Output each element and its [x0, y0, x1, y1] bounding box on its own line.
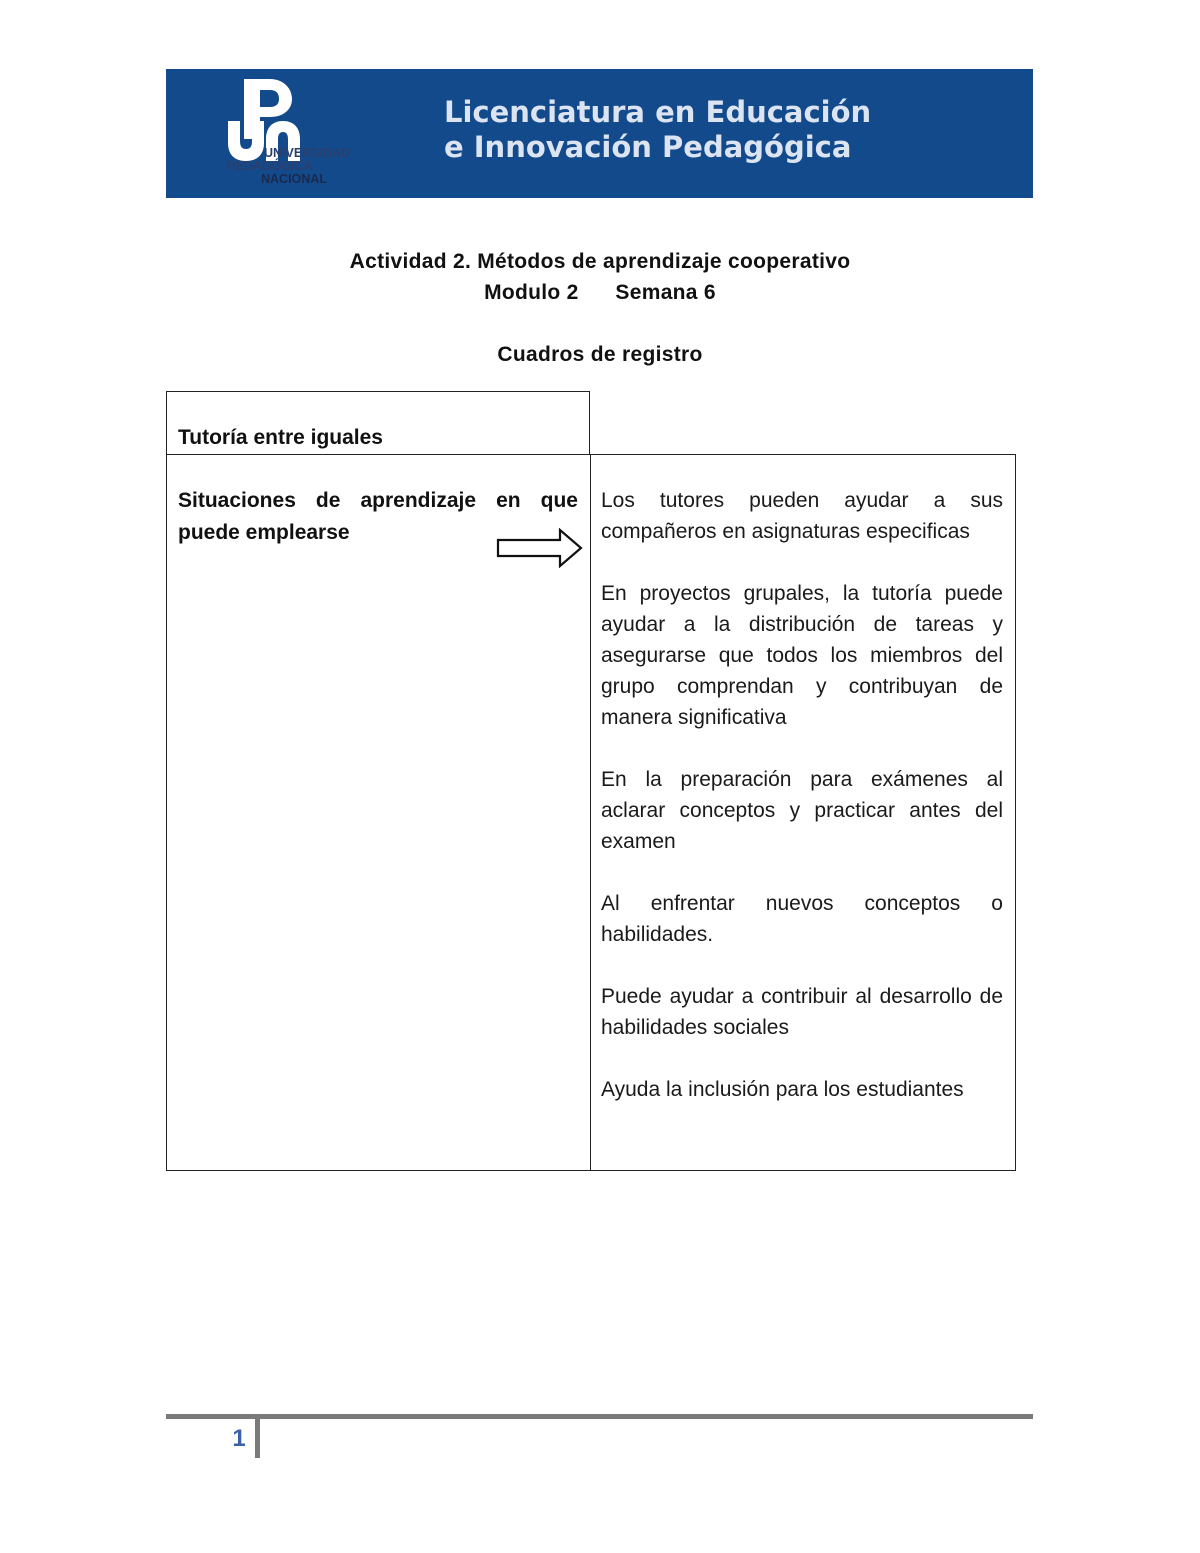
- header-banner: [166, 69, 1033, 198]
- column-divider: [590, 455, 591, 1170]
- section-title: Cuadros de registro: [497, 343, 703, 366]
- situation-item: En proyectos grupales, la tutoría puede ayudar a la distribución de tareas y asegurarse que todos los miembros del grupo comprendan y contribuyan de manera significativa: [601, 582, 1003, 729]
- situation-item: Puede ayudar a contribuir al desarrollo de habilidades sociales: [601, 985, 1003, 1039]
- logo-text-nacional: NACIONAL: [261, 172, 327, 186]
- situation-item: Al enfrentar nuevos conceptos o habilidades.: [601, 892, 1003, 946]
- program-title-line1: Licenciatura en Educación: [444, 95, 872, 129]
- footer-rule: [166, 1414, 1033, 1419]
- record-table: [166, 454, 1016, 1171]
- table-header-cell: [166, 391, 590, 455]
- situation-item: En la preparación para exámenes al aclarar conceptos y practicar antes del examen: [601, 768, 1003, 853]
- situation-item: Ayuda la inclusión para los estudiantes: [601, 1078, 964, 1101]
- right-arrow-icon: [496, 528, 584, 568]
- program-title-line2: e Innovación Pedagógica: [444, 130, 852, 164]
- activity-title: Actividad 2. Métodos de aprendizaje cooperativo: [349, 250, 851, 273]
- situations-list: [601, 485, 1003, 1105]
- module-week: Modulo 2 Semana 6: [484, 281, 716, 304]
- method-label: Tutoría entre iguales: [178, 426, 383, 449]
- logo-text-pedagogica: PEDAGÓGICA: [227, 159, 313, 173]
- logo-text-universidad: UNIVERSIDAD: [264, 146, 351, 160]
- footer-tick: [255, 1418, 260, 1458]
- program-title: [444, 95, 871, 165]
- situation-item: Los tutores pueden ayudar a sus compañeros en asignaturas especificas: [601, 489, 1003, 543]
- situations-header: Situaciones de aprendizaje en que puede emplearse: [178, 489, 578, 544]
- upn-logo: [224, 77, 364, 189]
- page-number: 1: [232, 1425, 246, 1452]
